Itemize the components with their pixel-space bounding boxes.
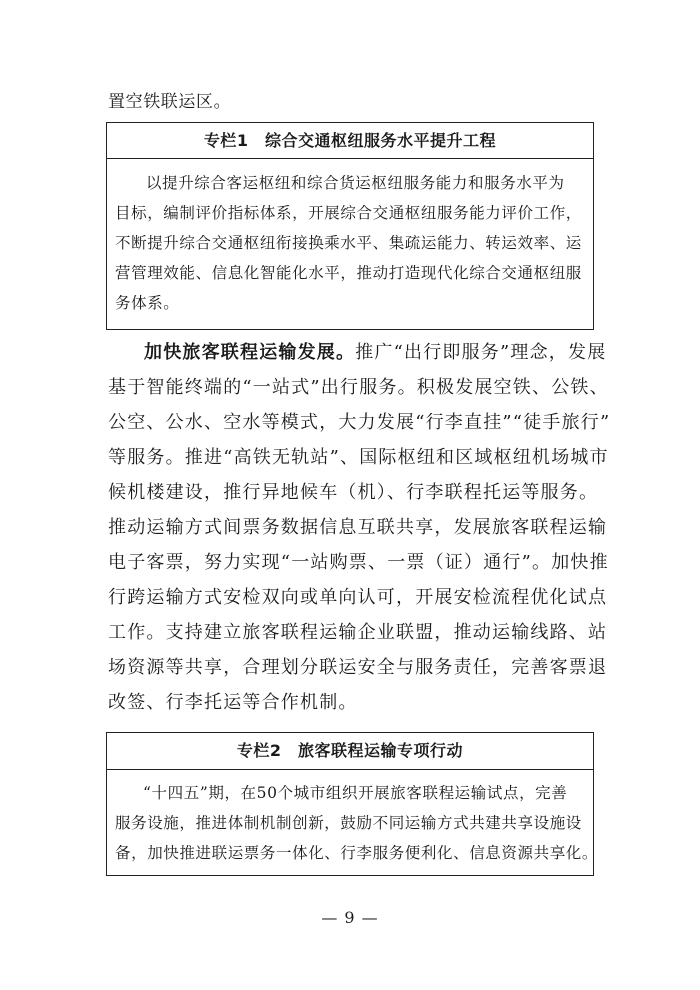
paragraph-line-text: 推广“出行即服务”理念，发展 [355, 342, 607, 363]
paragraph-line: 基于智能终端的“一站式”出行服务。积极发展空铁、公铁、 [108, 377, 609, 398]
paragraph-line: 工作。支持建立旅客联程运输企业联盟，推动运输线路、站 [108, 622, 608, 643]
sidebar-box-1 [106, 122, 594, 330]
intro-line: 置空铁联运区。 [108, 92, 232, 112]
paragraph-line: 行跨运输方式安检双向或单向认可，开展安检流程优化试点 [108, 587, 608, 608]
box-1-title: 专栏1 综合交通枢纽服务水平提升工程 [107, 123, 593, 159]
box-1-line: 目标，编制评价指标体系，开展综合交通枢纽服务能力评价工作， [115, 204, 582, 222]
box-1-line: 务体系。 [115, 294, 180, 312]
page-number: — 9 — [321, 908, 379, 927]
paragraph-line: 等服务。推进“高铁无轨站”、国际枢纽和区域枢纽机场城市 [108, 447, 609, 468]
paragraph-line: 公空、公水、空水等模式，大力发展“行李直挂”“徒手旅行” [108, 412, 611, 433]
box-2-title: 专栏2 旅客联程运输专项行动 [107, 733, 593, 770]
paragraph-line: 推动运输方式间票务数据信息互联共享，发展旅客联程运输 [108, 517, 608, 538]
paragraph-line: 候机楼建设，推行异地候车（机）、行李联程托运等服务。 [108, 482, 599, 503]
paragraph-line: 场资源等共享，合理划分联运安全与服务责任，完善客票退 [108, 657, 608, 678]
box-2-line: “十四五”期，在50个城市组织开展旅客联程运输试点，完善 [143, 784, 568, 802]
box-1-line: 营管理效能、信息化智能化水平，推动打造现代化综合交通枢纽服 [115, 264, 582, 282]
paragraph-line [108, 342, 607, 363]
box-1-line: 不断提升综合交通枢纽衔接换乘水平、集疏运能力、转运效率、运 [115, 234, 582, 252]
sidebar-box-2 [106, 732, 599, 876]
paragraph-heading: 加快旅客联程运输发展。 [144, 342, 356, 363]
paragraph-line: 电子客票，努力实现“一站购票、一票（证）通行”。加快推 [108, 552, 609, 573]
paragraph-line: 改签、行李托运等合作机制。 [108, 692, 358, 713]
box-2-line: 服务设施，推进体制机制创新，鼓励不同运输方式共建共享设施设 [115, 814, 582, 832]
box-1-line: 以提升综合客运枢纽和综合货运枢纽服务能力和服务水平为 [146, 174, 565, 192]
box-2-line: 备，加快推进联运票务一体化、行李服务便利化、信息资源共享化。 [115, 844, 599, 862]
